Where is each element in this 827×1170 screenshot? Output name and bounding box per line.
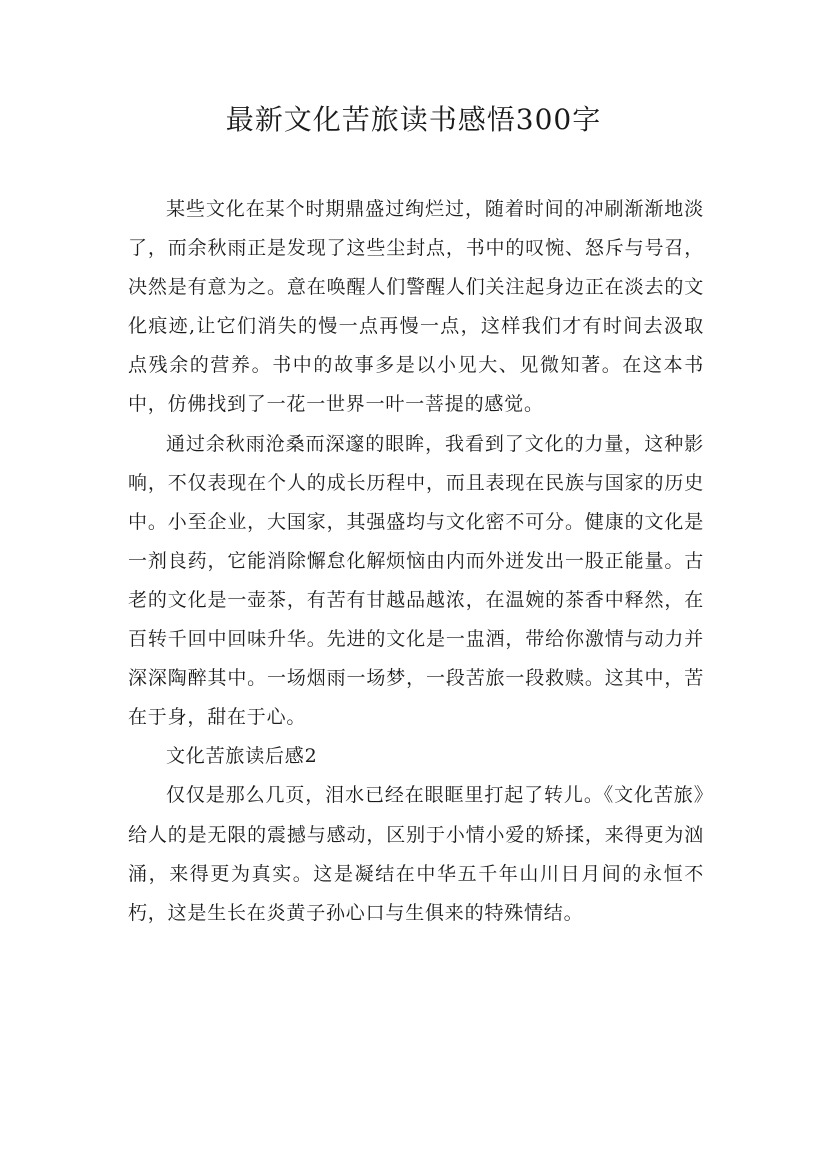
paragraph-2: 通过余秋雨沧桑而深邃的眼眸，我看到了文化的力量，这种影响，不仅表现在个人的成长历程中，而且表现在民族与国家的历史中。小至企业，大国家，其强盛均与文化密不可分。健康的文化是一剂良药，它能消除懈怠化解烦恼由内而外迸发出一股正能量。古老的文化是一壶茶，有苦有甘越品越浓，在温婉的茶香中释然，在百转千回中回味升华。先进的文化是一盅酒，带给你激情与动力并深深陶醉其中。一场烟雨一场梦，一段苦旅一段救赎。这其中，苦在于身，甜在于心。: [128, 432, 704, 729]
section-subheading: 文化苦旅读后感2: [166, 745, 318, 768]
paragraph-3: 仅仅是那么几页，泪水已经在眼眶里打起了转儿。《文化苦旅》给人的是无限的震撼与感动，区别于小情小爱的矫揉，来得更为汹涌，来得更为真实。这是凝结在中华五千年山川日月间的永恒不朽，这是生长在炎黄子孙心口与生俱来的特殊情结。: [128, 784, 704, 924]
document-title: 最新文化苦旅读书感悟300字: [225, 103, 602, 136]
paragraph-1: 某些文化在某个时期鼎盛过绚烂过，随着时间的冲刷渐渐地淡了，而余秋雨正是发现了这些尘封点，书中的叹惋、怒斥与号召，决然是有意为之。意在唤醒人们警醒人们关注起身边正在淡去的文化痕迹,让它们消失的慢一点再慢一点，这样我们才有时间去汲取点残余的营养。书中的故事多是以小见大、见微知著。在这本书中，仿佛找到了一花一世界一叶一菩提的感觉。: [128, 198, 704, 416]
document-body: [128, 190, 704, 933]
